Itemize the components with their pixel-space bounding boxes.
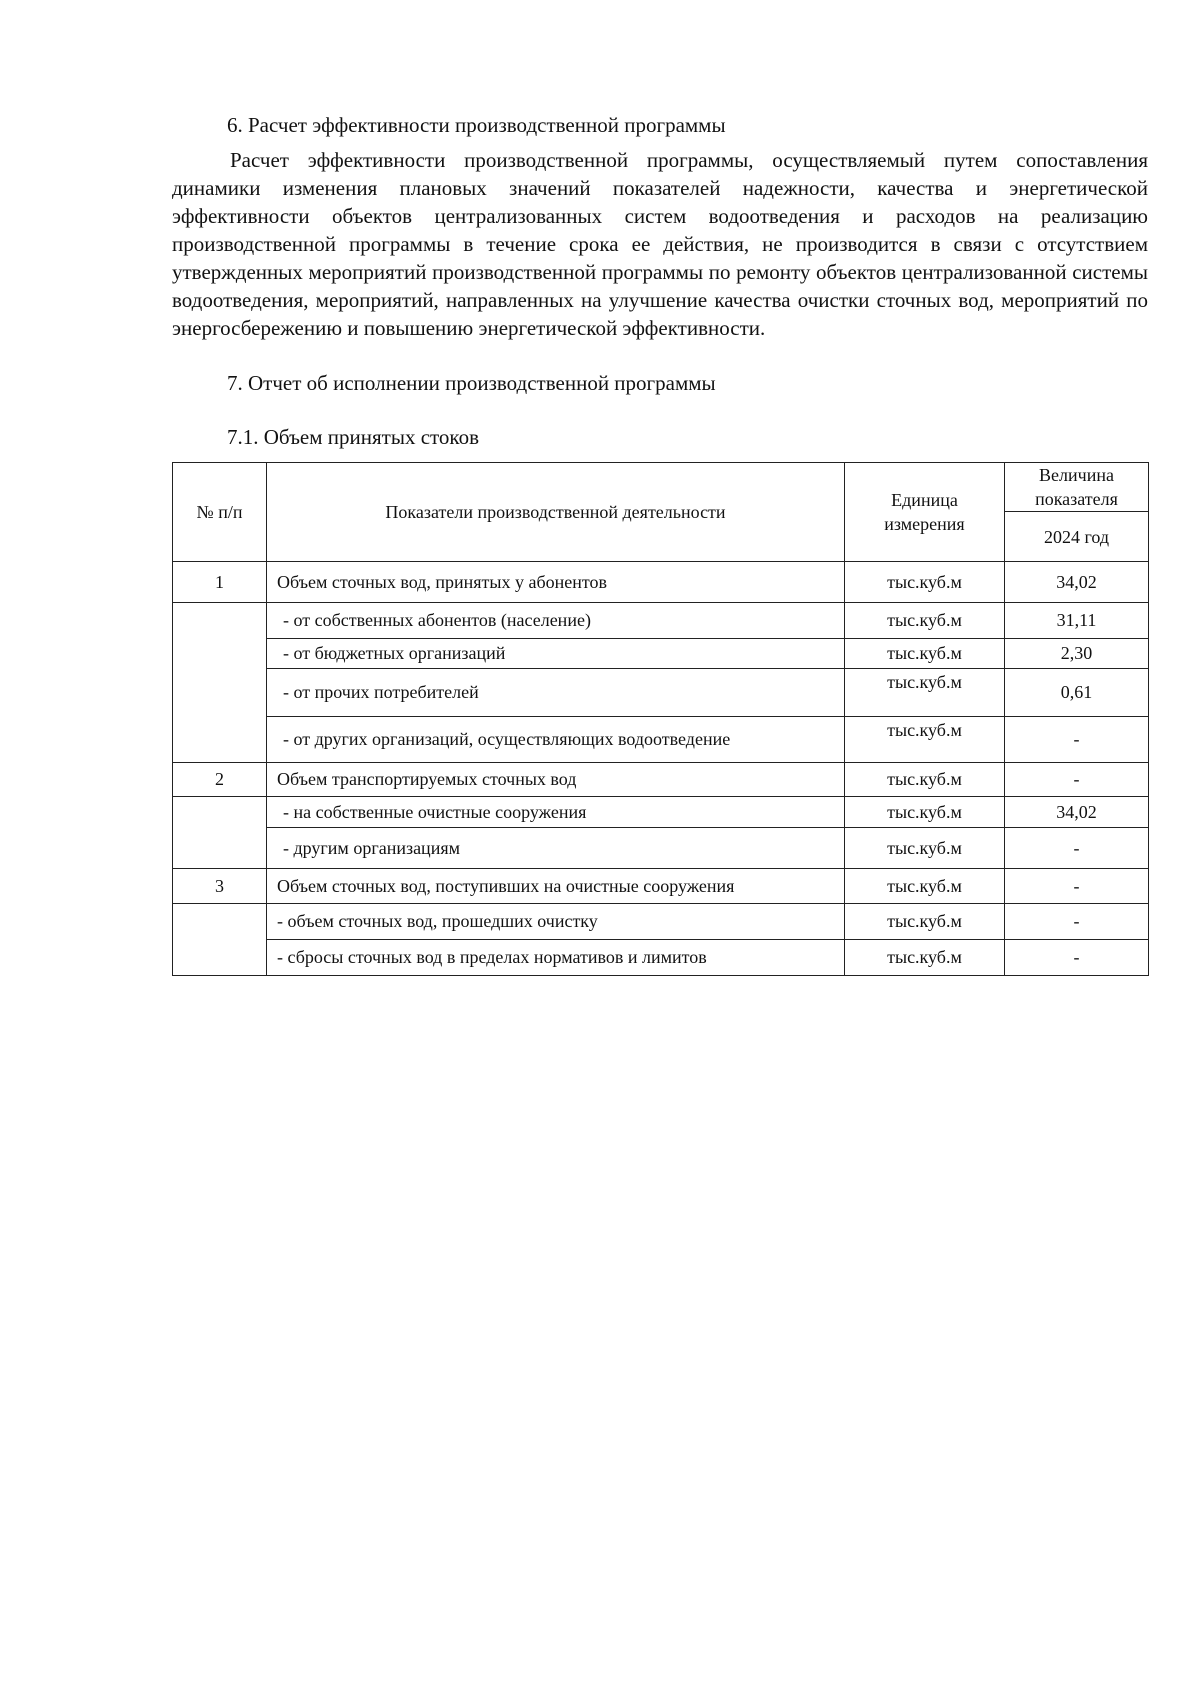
table-row	[173, 669, 1149, 717]
table-row	[173, 797, 1149, 828]
section-6-title: 6. Расчет эффективности производственной программы	[227, 113, 726, 137]
wastewater-volume-table	[172, 462, 1149, 976]
row-value: -	[1005, 763, 1149, 797]
table-row	[173, 904, 1149, 940]
header-num: № п/п	[173, 463, 267, 562]
row-num: 3	[173, 869, 267, 904]
row-unit: тыс.куб.м	[845, 869, 1005, 904]
document-page	[172, 112, 1148, 976]
row-value: -	[1005, 869, 1149, 904]
section-7-1-title: 7.1. Объем принятых стоков	[227, 425, 479, 449]
row-unit: тыс.куб.м	[845, 828, 1005, 869]
row-value: 2,30	[1005, 639, 1149, 669]
row-value: 31,11	[1005, 603, 1149, 639]
table-row	[173, 562, 1149, 603]
row-indicator: Объем транспортируемых сточных вод	[267, 763, 845, 797]
section-7-title: 7. Отчет об исполнении производственной программы	[227, 371, 716, 395]
row-num-empty	[173, 904, 267, 976]
row-num: 2	[173, 763, 267, 797]
table-row	[173, 639, 1149, 669]
row-indicator: - от прочих потребителей	[267, 669, 845, 717]
table-row	[173, 828, 1149, 869]
header-value: Величина показателя	[1005, 463, 1149, 512]
row-indicator: - от бюджетных организаций	[267, 639, 845, 669]
header-indicator: Показатели производственной деятельности	[267, 463, 845, 562]
section-6-paragraph: Расчет эффективности производственной программы, осуществляемый путем сопоставления динамики изменения плановых значений показателей надежности, качества и энергетической эффективности объектов централизованных систем водоотведения и расходов на реализацию производственной программы в течение срока ее действия, не производится в связи с отсутствием утвержденных мероприятий производственной программы по ремонту объектов централизованной системы водоотведения, мероприятий, направленных на улучшение качества очистки сточных вод, мероприятий по энергосбережению и повышению энергетической эффективности.	[172, 148, 1148, 340]
table-row	[173, 603, 1149, 639]
row-unit: тыс.куб.м	[845, 669, 1005, 717]
row-value: -	[1005, 904, 1149, 940]
header-year: 2024 год	[1005, 512, 1149, 562]
row-unit: тыс.куб.м	[845, 763, 1005, 797]
row-num-empty	[173, 797, 267, 869]
row-unit: тыс.куб.м	[845, 717, 1005, 763]
row-indicator: - объем сточных вод, прошедших очистку	[267, 904, 845, 940]
row-unit: тыс.куб.м	[845, 639, 1005, 669]
row-value: 0,61	[1005, 669, 1149, 717]
table-row	[173, 717, 1149, 763]
row-unit: тыс.куб.м	[845, 603, 1005, 639]
row-unit: тыс.куб.м	[845, 904, 1005, 940]
row-indicator: - другим организациям	[267, 828, 845, 869]
row-indicator: - на собственные очистные сооружения	[267, 797, 845, 828]
row-value: 34,02	[1005, 562, 1149, 603]
row-num: 1	[173, 562, 267, 603]
table-row	[173, 763, 1149, 797]
row-indicator: - от собственных абонентов (население)	[267, 603, 845, 639]
row-value: -	[1005, 717, 1149, 763]
table-row	[173, 940, 1149, 976]
row-unit: тыс.куб.м	[845, 797, 1005, 828]
row-value: -	[1005, 940, 1149, 976]
table-row	[173, 869, 1149, 904]
row-indicator: Объем сточных вод, поступивших на очистные сооружения	[267, 869, 845, 904]
row-num-empty	[173, 603, 267, 763]
row-value: -	[1005, 828, 1149, 869]
row-unit: тыс.куб.м	[845, 940, 1005, 976]
row-indicator: Объем сточных вод, принятых у абонентов	[267, 562, 845, 603]
header-unit: Единица измерения	[845, 463, 1005, 562]
row-unit: тыс.куб.м	[845, 562, 1005, 603]
row-indicator: - от других организаций, осуществляющих водоотведение	[267, 717, 845, 763]
row-value: 34,02	[1005, 797, 1149, 828]
row-indicator: - сбросы сточных вод в пределах нормативов и лимитов	[267, 940, 845, 976]
